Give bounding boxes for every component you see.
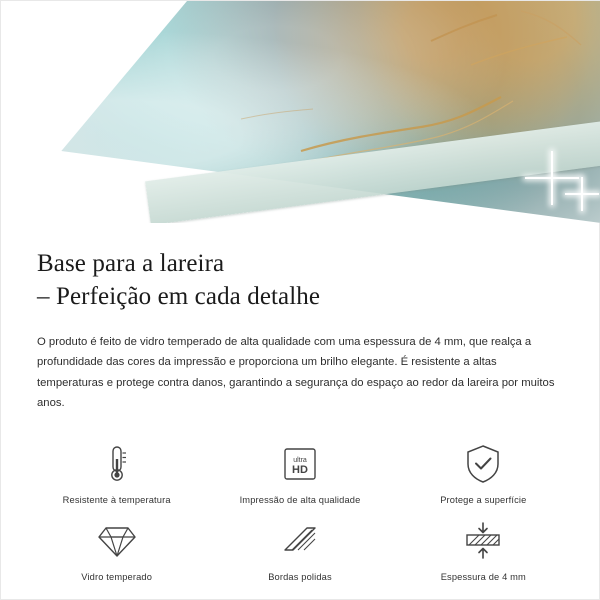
diamond-icon (97, 519, 137, 563)
thermometer-icon (100, 442, 134, 486)
feature-item-temperature (25, 436, 208, 505)
headline-line-1: Base para a lareira (37, 250, 225, 277)
feature-item-thickness (392, 513, 575, 582)
thickness-icon (462, 519, 504, 563)
feature-label: Bordas polidas (268, 571, 332, 582)
polished-edges-icon (281, 519, 319, 563)
product-description: O produto é feito de vidro temperado de alta qualidade com uma espessura de 4 mm, que realça a profundidade das cores da impressão e proporciona um brilho elegante. É resistente a altas temperaturas e protege contra danos, garantindo a segurança do espaço ao redor da lareira por muitos anos. (37, 335, 555, 410)
shield-check-icon (464, 442, 502, 486)
feature-item-tempered-glass (25, 513, 208, 582)
feature-item-polished-edges (208, 513, 391, 582)
feature-label: Impressão de alta qualidade (239, 494, 361, 505)
product-hero-image (1, 1, 600, 223)
headline-line-2: – Perfeição em cada detalhe (37, 283, 321, 311)
svg-text:ultra: ultra (293, 456, 307, 464)
feature-label: Resistente à temperatura (62, 494, 171, 505)
ultra-hd-icon (281, 442, 319, 486)
feature-label: Vidro temperado (81, 571, 153, 582)
page-title (37, 247, 563, 314)
svg-text:HD: HD (292, 463, 308, 476)
feature-grid (1, 414, 599, 582)
product-text-block (1, 223, 599, 414)
feature-item-print-quality (208, 436, 391, 505)
feature-item-surface-protection (392, 436, 575, 505)
feature-label: Protege a superfície (440, 494, 527, 505)
feature-label: Espessura de 4 mm (440, 571, 526, 582)
